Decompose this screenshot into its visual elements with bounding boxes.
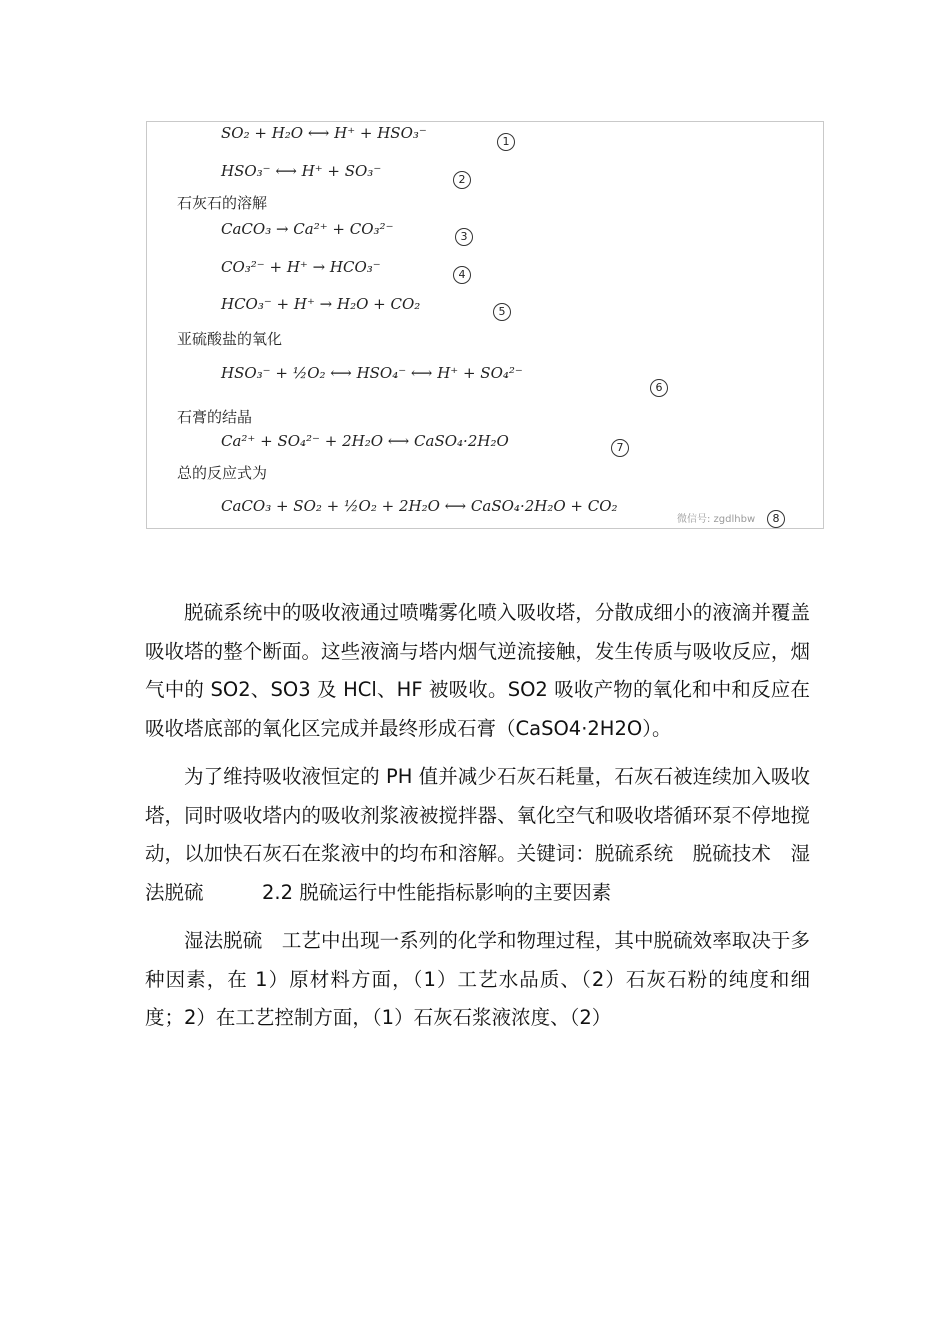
- section-limestone-dissolution: 石灰石的溶解: [177, 194, 268, 212]
- equation-number-7: 7: [611, 439, 629, 457]
- paragraph-absorption-process: 脱硫系统中的吸收液通过喷嘴雾化喷入吸收塔，分散成细小的液滴并覆盖吸收塔的整个断面。这些液滴与塔内烟气逆流接触，发生传质与吸收反应，烟气中的 SO2、SO3 及 HCl、HF 被吸收。SO2 吸收产物的氧化和中和反应在吸收塔底部的氧化区完成并最终形成石膏（CaSO4·2H2O）。: [145, 601, 810, 740]
- section-sulfite-oxidation: 亚硫酸盐的氧化: [177, 330, 283, 348]
- equation-number-3: 3: [455, 228, 473, 246]
- equation-2: HSO₃⁻ ⟷ H⁺ + SO₃⁻: [221, 162, 382, 180]
- equation-8: CaCO₃ + SO₂ + ½O₂ + 2H₂O ⟷ CaSO₄·2H₂O + CO₂: [221, 497, 618, 515]
- equation-number-1: 1: [497, 133, 515, 151]
- equation-3: CaCO₃ → Ca²⁺ + CO₃²⁻: [221, 220, 394, 238]
- equation-number-2: 2: [453, 171, 471, 189]
- equation-number-4: 4: [453, 266, 471, 284]
- equation-number-5: 5: [493, 303, 511, 321]
- equation-5: HCO₃⁻ + H⁺ → H₂O + CO₂: [221, 295, 421, 313]
- equation-6: HSO₃⁻ + ½O₂ ⟷ HSO₄⁻ ⟷ H⁺ + SO₄²⁻: [221, 364, 523, 382]
- section-overall-reaction: 总的反应式为: [177, 464, 268, 482]
- equation-7: Ca²⁺ + SO₄²⁻ + 2H₂O ⟷ CaSO₄·2H₂O: [221, 432, 509, 450]
- equation-1: SO₂ + H₂O ⟷ H⁺ + HSO₃⁻: [221, 124, 427, 142]
- equation-4: CO₃²⁻ + H⁺ → HCO₃⁻: [221, 258, 381, 276]
- paragraph-limestone-feeding: 为了维持吸收液恒定的 PH 值并减少石灰石耗量，石灰石被连续加入吸收塔，同时吸收塔内的吸收剂浆液被搅拌器、氧化空气和吸收塔循环泵不停地搅动，以加快石灰石在浆液中的均布和溶解。关键词：脱硫系统 脱硫技术 湿法脱硫 2.2 脱硫运行中性能指标影响的主要因素: [145, 765, 810, 904]
- equation-number-8: 8: [767, 510, 785, 528]
- reaction-equations-figure: [146, 121, 824, 529]
- equation-number-6: 6: [650, 379, 668, 397]
- section-gypsum-crystallization: 石膏的结晶: [177, 408, 253, 426]
- watermark: 微信号: zgdlhbw: [677, 514, 756, 525]
- body-text: [145, 594, 810, 1038]
- paragraph-wet-desulfurization-factors: 湿法脱硫 工艺中出现一系列的化学和物理过程，其中脱硫效率取决于多种因素，在 1）原材料方面，（1）工艺水品质、（2）石灰石粉的纯度和细度；2）在工艺控制方面，（1）石灰石浆液浓度、（2）: [145, 929, 810, 1029]
